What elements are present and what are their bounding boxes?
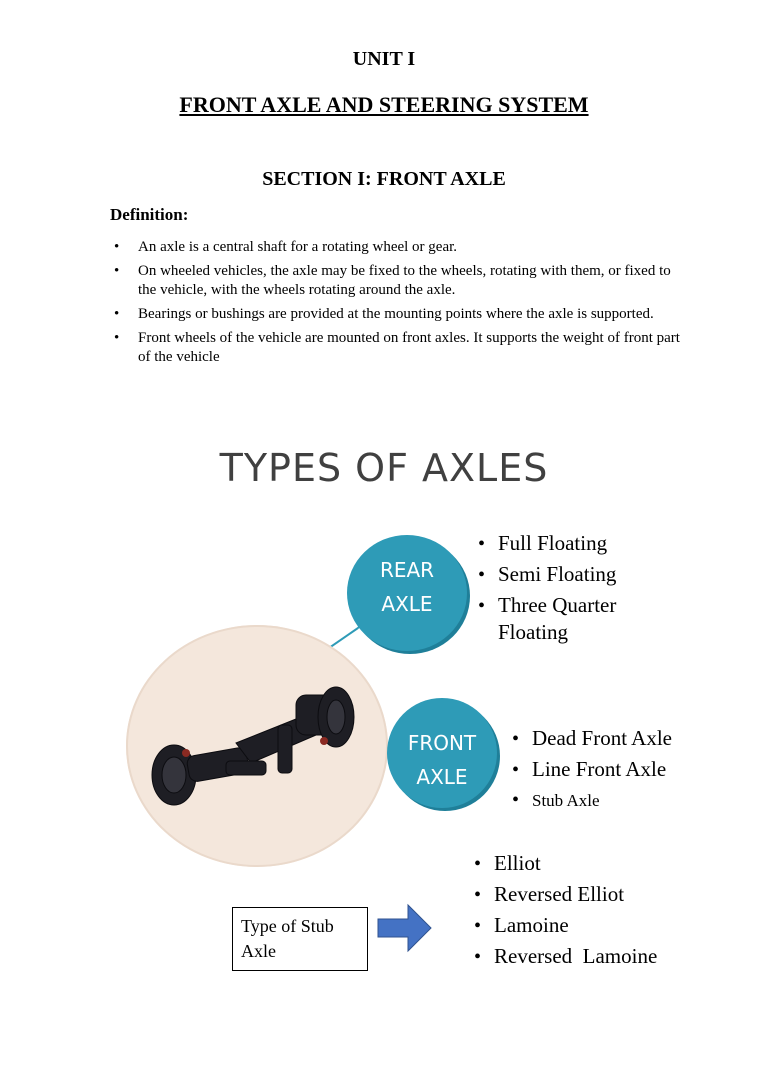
bullet-icon: •: [474, 853, 482, 875]
stub-axle-type-box: [232, 907, 368, 971]
bullet-icon: •: [474, 884, 482, 906]
rear-axle-types: [478, 528, 616, 647]
list-item: • An axle is a central shaft for a rotating wheel or gear.: [110, 238, 690, 257]
rear-type-label: Semi Floating: [498, 562, 617, 586]
bullet-icon: •: [474, 946, 482, 968]
list-item: [474, 910, 657, 941]
list-item: [474, 848, 657, 879]
rear-type-label: Three Quarter: [498, 593, 617, 617]
list-item: [512, 785, 672, 816]
rear-axle-circle: [347, 535, 467, 651]
list-item: [512, 754, 672, 785]
list-item: • On wheeled vehicles, the axle may be fixed to the wheels, rotating with them, or fixed to the vehicle, with the wheels rotating around the axle.: [110, 262, 690, 300]
stub-box-line1: Type of Stub: [241, 916, 334, 936]
bullet-icon: •: [478, 564, 486, 586]
definition-label: Definition:: [110, 205, 189, 224]
bullet-icon: •: [478, 595, 486, 617]
diagram-title: TYPES OF AXLES: [219, 446, 549, 490]
bullet-icon: •: [512, 728, 520, 750]
bullet-icon: •: [512, 789, 520, 811]
front-type-label: Dead Front Axle: [532, 726, 672, 750]
front-axle-circle: [387, 698, 497, 808]
bullet-icon: •: [478, 533, 486, 555]
rear-axle-label-line2: AXLE: [381, 592, 433, 616]
stub-box-line2: Axle: [241, 941, 276, 961]
main-title-text: FRONT AXLE AND STEERING SYSTEM: [179, 92, 589, 117]
bullet-icon: •: [474, 915, 482, 937]
rear-type-label: Full Floating: [498, 531, 608, 555]
list-item: [474, 879, 657, 910]
list-item-continuation: Floating: [498, 620, 569, 644]
front-axle-label-line1: FRONT: [407, 731, 477, 755]
front-type-label: Stub Axle: [532, 791, 600, 810]
list-item: [474, 941, 657, 972]
section-title: SECTION I: FRONT AXLE: [262, 168, 506, 190]
axle-photo-icon: [126, 625, 388, 867]
stub-type-label: Reversed Lamoine: [494, 944, 658, 968]
stub-axle-types: [474, 848, 657, 972]
list-item: • Front wheels of the vehicle are mounted on front axles. It supports the weight of front part of the vehicle: [110, 329, 690, 367]
unit-heading: UNIT I: [352, 48, 416, 70]
stub-type-label: Elliot: [494, 851, 541, 875]
front-axle-label-line2: AXLE: [416, 765, 468, 789]
list-item: [478, 528, 616, 559]
stub-type-label: Lamoine: [494, 913, 569, 937]
front-type-label: Line Front Axle: [532, 757, 667, 781]
stub-type-label: Reversed Elliot: [494, 882, 625, 906]
rear-axle-label-line1: REAR: [379, 558, 435, 582]
list-item: [478, 559, 616, 590]
list-item: [512, 723, 672, 754]
list-item: • Bearings or bushings are provided at the mounting points where the axle is supported.: [110, 305, 690, 324]
bullet-icon: •: [512, 759, 520, 781]
front-axle-types: [512, 723, 672, 816]
arrow-right-icon: [378, 905, 431, 951]
